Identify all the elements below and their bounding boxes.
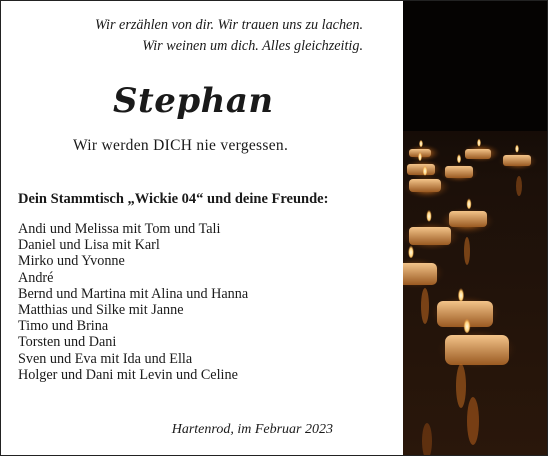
list-item: Matthias und Silke mit Janne: [18, 302, 184, 319]
text-column: [1, 1, 403, 455]
list-item: Daniel und Lisa mit Karl: [18, 237, 160, 254]
quote-line-2: Wir weinen um dich. Alles gleichzeitig.: [142, 38, 363, 54]
mourners-heading: Dein Stammtisch „Wickie 04“ und deine Freunde:: [18, 191, 329, 207]
tagline: Wir werden DICH nie vergessen.: [73, 137, 289, 154]
quote-line-1: Wir erzählen von dir. Wir trauen uns zu lachen.: [95, 17, 363, 33]
list-item: Sven und Eva mit Ida und Ella: [18, 350, 193, 367]
list-item: Andi und Melissa mit Tom und Tali: [18, 221, 221, 237]
mourners-list: [18, 221, 248, 383]
list-item: Bernd und Martina mit Alina und Hanna: [18, 285, 249, 302]
list-item: Holger und Dani mit Levin und Celine: [18, 366, 238, 383]
candles-photo: [403, 1, 548, 456]
list-item: André: [18, 269, 54, 286]
place-and-date: Hartenrod, im Februar 2023: [171, 422, 333, 437]
list-item: Torsten und Dani: [18, 334, 117, 351]
quote: [23, 15, 363, 57]
deceased-name: Stephan: [113, 81, 274, 121]
list-item: Mirko und Yvonne: [18, 253, 125, 270]
candles-image: [403, 1, 548, 456]
list-item: Timo und Brina: [18, 318, 109, 335]
